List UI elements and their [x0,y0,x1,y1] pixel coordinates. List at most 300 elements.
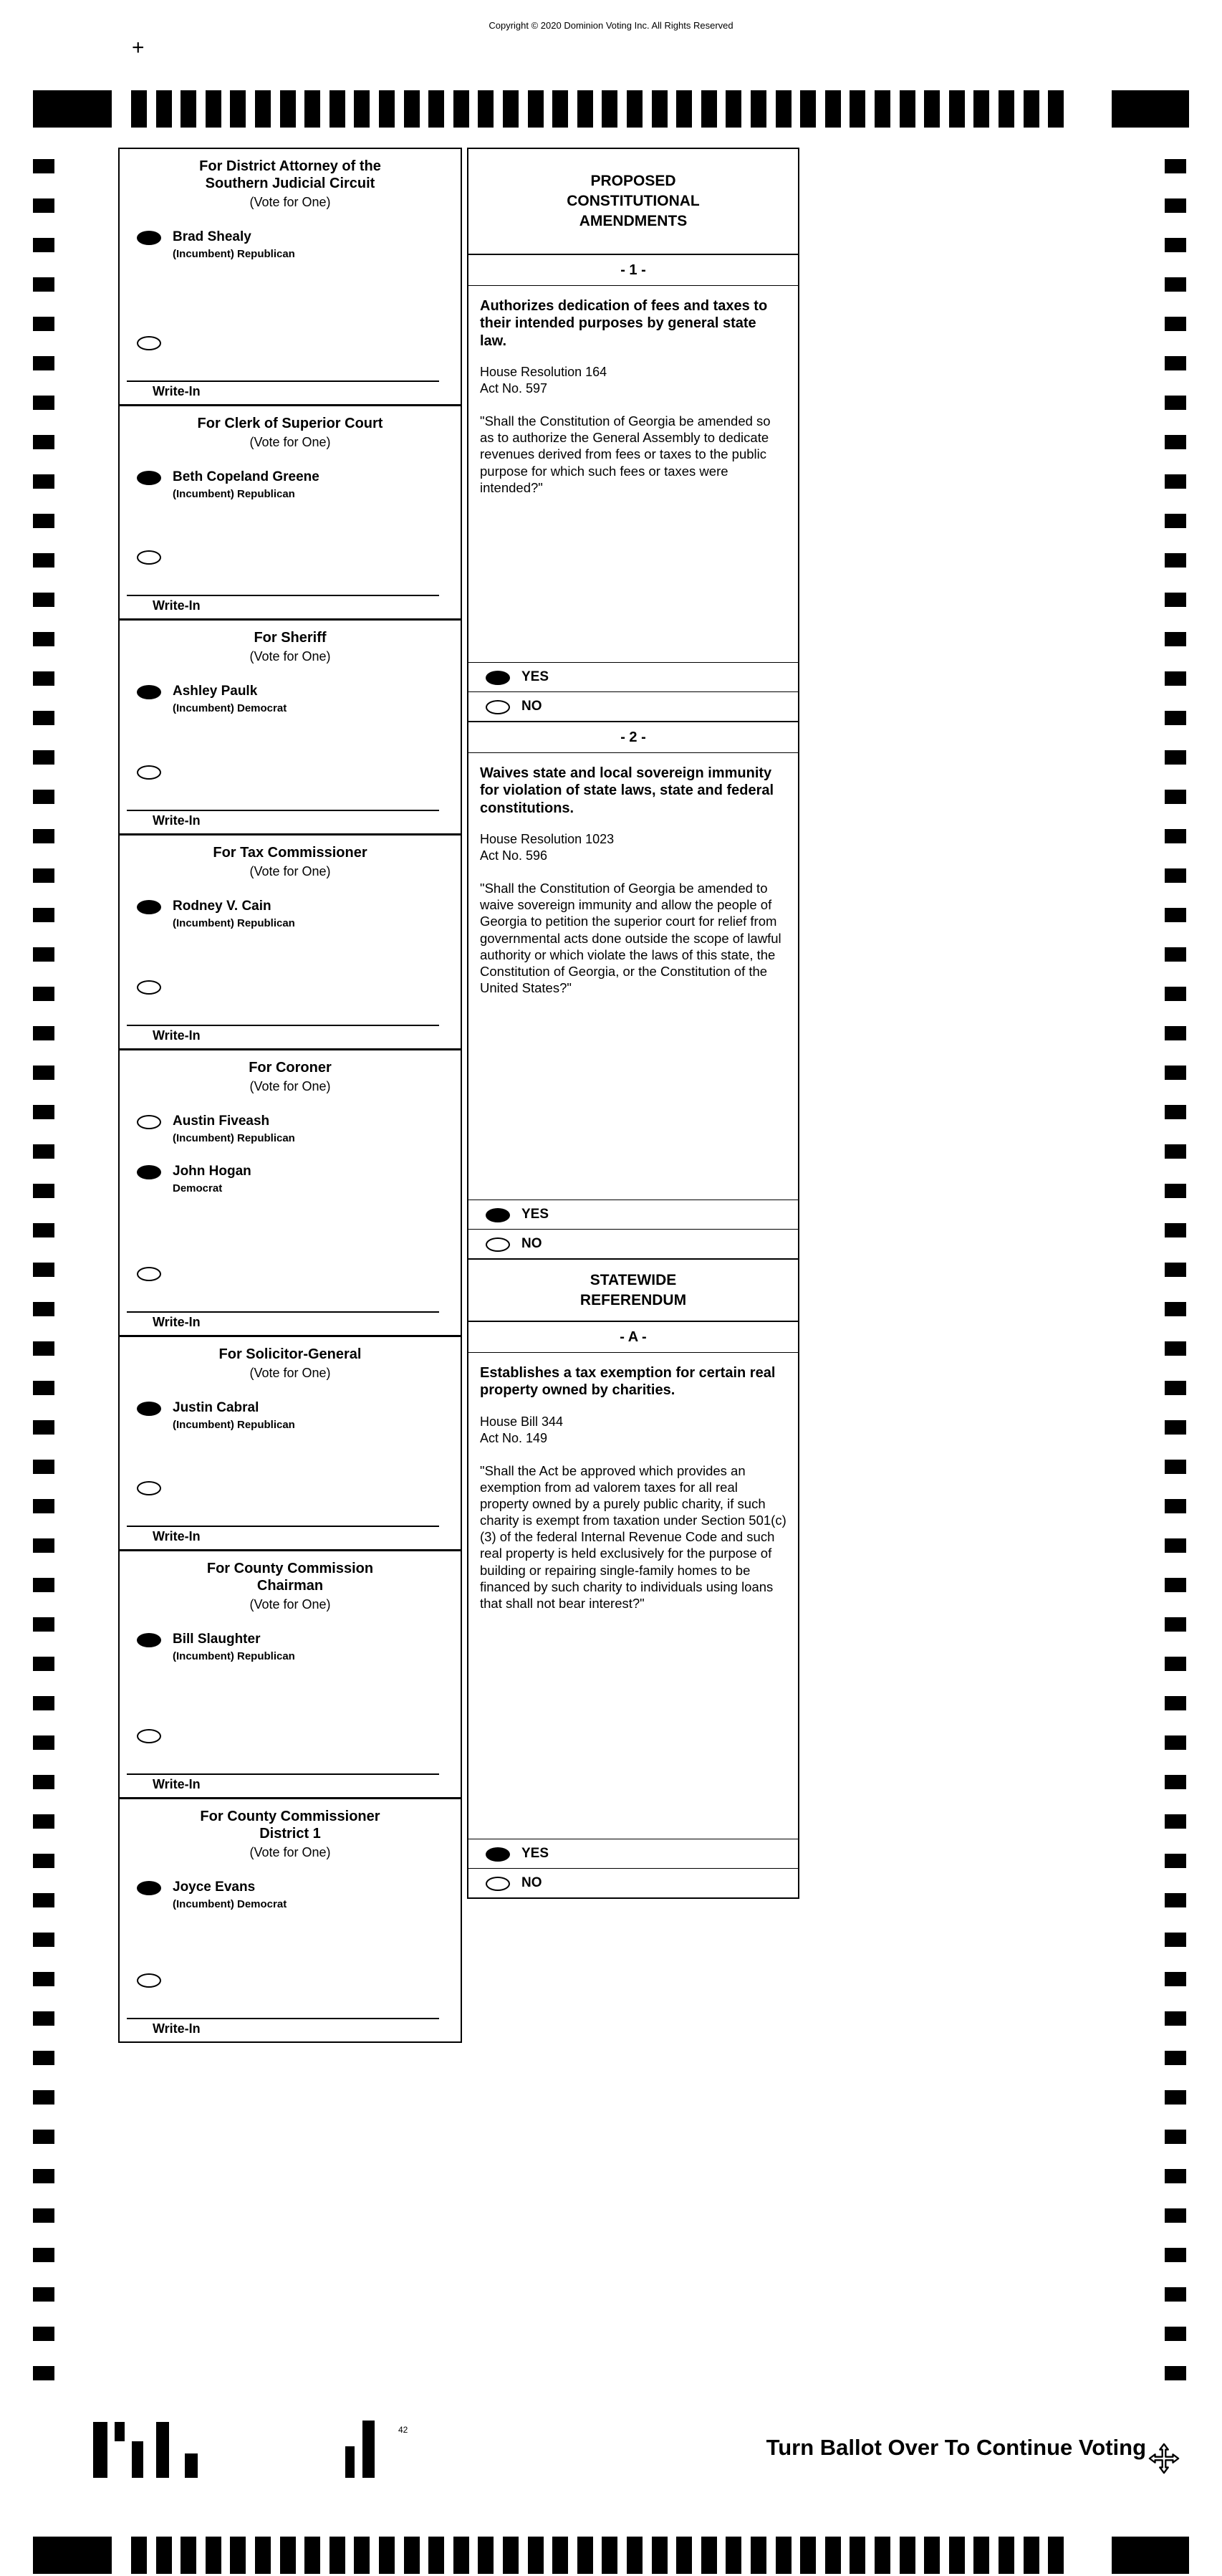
candidate-text [173,1632,295,1662]
option-label: YES [521,1846,549,1861]
write-in-option[interactable] [127,1710,453,1743]
timing-mark [850,90,865,128]
timing-mark [1024,90,1039,128]
timing-mark [304,2537,320,2574]
timing-mark [33,238,54,252]
filled-vote-bubble[interactable] [137,1881,161,1895]
measure-options [468,655,798,721]
candidate-text [173,1880,287,1910]
contest-title-line: Chairman [256,1578,324,1594]
timing-mark [1165,1972,1186,1986]
write-in-bubble[interactable] [137,336,161,350]
timing-mark [156,2537,172,2574]
measure-option-yes[interactable] [468,662,798,691]
timing-mark [1165,1460,1186,1474]
write-in-area [127,1526,453,1549]
timing-mark [627,2537,643,2574]
timing-mark [1165,2051,1186,2065]
timing-mark [33,1381,54,1395]
barcode-bar [115,2422,125,2441]
timing-mark [33,198,54,213]
timing-mark [825,2537,841,2574]
timing-mark [1165,1735,1186,1750]
write-in-bubble[interactable] [137,1973,161,1988]
timing-mark [33,947,54,962]
contest-6 [120,1337,461,1551]
candidate-party: (Incumbent) Democrat [173,702,287,714]
timing-mark [453,90,469,128]
candidate-party: (Incumbent) Republican [173,247,295,260]
timing-mark [1165,1066,1186,1080]
write-in-bubble[interactable] [137,1267,161,1281]
write-in-option[interactable] [127,1954,453,1988]
timing-mark [1165,1302,1186,1316]
contest-title-line: District 1 [259,1826,321,1842]
timing-mark [1165,2248,1186,2262]
contest-column [118,148,462,2043]
timing-mark [1165,1420,1186,1435]
timing-mark [1165,1854,1186,1868]
candidate-name: Bill Slaughter [173,1632,261,1647]
timing-mark [1165,868,1186,883]
timing-mark [1165,514,1186,528]
four-way-arrow-icon [1148,2442,1180,2475]
write-in-bubble[interactable] [137,1481,161,1495]
timing-mark [1165,632,1186,646]
timing-mark [33,2090,54,2105]
timing-mark [1165,1263,1186,1277]
write-in-option[interactable] [127,961,453,995]
timing-mark [1048,90,1064,128]
timing-mark [206,2537,221,2574]
candidate-option[interactable] [127,1164,453,1194]
stub-number: 42 [398,2425,408,2435]
timing-mark [1165,277,1186,292]
timing-mark [1165,2287,1186,2302]
timing-mark [181,90,196,128]
measures-column [467,148,799,1899]
write-in-option[interactable] [127,531,453,565]
timing-mark [33,435,54,449]
timing-mark [973,2537,989,2574]
timing-mark [33,1105,54,1119]
candidate-name: Rodney V. Cain [173,899,271,914]
candidate-party: (Incumbent) Republican [173,1418,295,1431]
filled-vote-bubble[interactable] [486,1847,510,1862]
write-in-bubble[interactable] [137,765,161,780]
candidate-text [173,899,295,929]
filled-vote-bubble[interactable] [137,471,161,485]
timing-mark [1165,671,1186,686]
measure-summary: Waives state and local sovereign immunity for violation of state laws, state and federal constitutions. [480,765,774,816]
timing-mark [453,2537,469,2574]
timing-mark [602,2537,617,2574]
timing-mark [379,2537,395,2574]
timing-mark [999,2537,1014,2574]
write-in-label: Write-In [153,1777,201,1791]
contest-title [127,1808,453,1842]
timing-mark [949,90,965,128]
measures-section-header [468,1260,798,1322]
timing-mark [1165,908,1186,922]
section-header-line: REFERENDUM [579,1291,687,1308]
turn-ballot-over-text: Turn Ballot Over To Continue Voting [766,2435,1146,2460]
barcode-bar [345,2446,355,2478]
write-in-bubble[interactable] [137,980,161,995]
timing-mark [1165,198,1186,213]
timing-mark [33,868,54,883]
copyright-text: Copyright © 2020 Dominion Voting Inc. All Rights Reserved [489,20,733,31]
timing-mark [825,90,841,128]
filled-vote-bubble[interactable] [486,671,510,685]
timing-mark [1165,2130,1186,2144]
candidate-party: (Incumbent) Republican [173,916,295,929]
contest-title [127,844,453,861]
timing-block [1112,2537,1189,2574]
timing-mark [1165,1184,1186,1198]
contest-3 [120,621,461,835]
timing-mark [528,90,544,128]
timing-mark [33,2051,54,2065]
write-in-area [127,380,453,404]
contest-title-line: For Clerk of Superior Court [197,416,383,431]
write-in-area [127,1025,453,1048]
measures-section-header [468,149,798,255]
candidate-name: Brad Shealy [173,229,251,244]
timing-mark [1165,711,1186,725]
timing-mark [577,2537,593,2574]
barcode-bar [132,2441,143,2478]
write-in-label: Write-In [153,1028,201,1043]
timing-mark [1165,1026,1186,1040]
timing-mark [33,1735,54,1750]
measure-number: - 2 - [468,722,798,753]
timing-mark [33,2130,54,2144]
measure-number: - A - [468,1322,798,1353]
timing-mark [329,90,345,128]
timing-mark [800,90,816,128]
measure-option-no[interactable] [468,1229,798,1258]
timing-mark [404,2537,420,2574]
citation-line: House Bill 344 [480,1414,564,1429]
timing-mark [428,90,444,128]
candidate-option[interactable] [127,1880,453,1910]
timing-mark [503,90,519,128]
timing-mark [1165,1223,1186,1237]
write-in-option[interactable] [127,746,453,780]
contest-title-line: For Tax Commissioner [213,845,367,861]
timing-mark [1165,750,1186,765]
timing-mark [156,90,172,128]
timing-mark [206,90,221,128]
timing-mark [1165,435,1186,449]
timing-mark [1048,2537,1064,2574]
barcode-bar [156,2422,169,2478]
write-in-area [127,595,453,618]
section-header-line: PROPOSED [590,173,676,190]
timing-mark [33,553,54,568]
measure-citation [480,831,786,864]
write-in-label: Write-In [153,384,201,398]
citation-line: Act No. 596 [480,848,548,863]
timing-mark [33,1420,54,1435]
write-in-option[interactable] [127,317,453,350]
timing-mark [33,1460,54,1474]
filled-vote-bubble[interactable] [137,231,161,245]
write-in-area [127,2018,453,2041]
write-in-label: Write-In [153,598,201,613]
timing-mark [33,159,54,173]
write-in-bubble[interactable] [137,550,161,565]
timing-mark [875,90,890,128]
measure-options [468,1832,798,1897]
contest-5 [120,1050,461,1337]
candidate-option[interactable] [127,230,453,260]
vote-for-instruction: (Vote for One) [249,1366,331,1380]
timing-mark [1165,1381,1186,1395]
vote-for-instruction: (Vote for One) [249,864,331,878]
measure-option-yes[interactable] [468,1200,798,1229]
barcode-bar [93,2422,107,2478]
vote-for-instruction: (Vote for One) [249,195,331,209]
measure-citation [480,364,786,397]
contest-4 [120,835,461,1050]
timing-mark [33,1775,54,1789]
measure-option-yes[interactable] [468,1839,798,1868]
write-in-option[interactable] [127,1248,453,1281]
timing-mark [33,2169,54,2183]
timing-mark [1165,1814,1186,1829]
timing-mark [33,1893,54,1907]
candidate-text [173,470,319,500]
measure-option-no[interactable] [468,1868,798,1897]
timing-mark [1165,1499,1186,1513]
registration-plus-mark: + [132,36,145,59]
option-label: YES [521,669,549,684]
timing-mark [33,593,54,607]
timing-mark [924,2537,940,2574]
candidate-name: Joyce Evans [173,1880,256,1895]
filled-vote-bubble[interactable] [137,900,161,914]
write-in-label: Write-In [153,2021,201,2036]
candidate-option[interactable] [127,1401,453,1431]
contest-title-line: For District Attorney of the [199,158,381,174]
candidate-option[interactable] [127,899,453,929]
timing-mark [33,1854,54,1868]
candidate-party: (Incumbent) Republican [173,1131,295,1144]
timing-mark [1165,1893,1186,1907]
citation-line: Act No. 597 [480,381,548,396]
timing-mark [1165,2169,1186,2183]
measure-question: "Shall the Constitution of Georgia be amended to waive sovereign immunity and allow the people of Georgia to petition the superior court for relief from governmental acts done outside the scope of lawful authority or which violate the laws of this state, the Constitution of Georgia, or the Constitution of the United States?" [480,881,781,995]
timing-mark [33,2248,54,2262]
timing-mark [181,2537,196,2574]
timing-mark [776,2537,792,2574]
ballot-measure-2 [468,722,798,1260]
vote-for-instruction: (Vote for One) [249,649,331,664]
vote-for-instruction: (Vote for One) [249,435,331,449]
filled-vote-bubble[interactable] [486,1208,510,1222]
timing-mark [726,90,741,128]
write-in-option[interactable] [127,1462,453,1495]
filled-vote-bubble[interactable] [137,685,161,699]
timing-mark [1024,2537,1039,2574]
write-in-area [127,1311,453,1335]
candidate-text [173,684,287,714]
timing-mark [33,1144,54,1159]
timing-mark [1165,2208,1186,2223]
timing-mark [1165,1617,1186,1632]
option-label: YES [521,1207,549,1222]
filled-vote-bubble[interactable] [137,1402,161,1416]
timing-mark [726,2537,741,2574]
timing-mark [33,356,54,370]
timing-mark [33,1302,54,1316]
measure-option-no[interactable] [468,691,798,721]
timing-mark [280,2537,296,2574]
empty-vote-bubble[interactable] [486,1877,510,1891]
timing-mark [329,2537,345,2574]
timing-mark [1165,1933,1186,1947]
citation-line: House Resolution 164 [480,365,607,380]
contest-title [127,1346,453,1363]
timing-mark [255,2537,271,2574]
timing-mark [652,2537,668,2574]
timing-mark [33,1578,54,1592]
timing-mark [1165,1578,1186,1592]
vote-for-instruction: (Vote for One) [249,1597,331,1612]
timing-mark [1165,396,1186,410]
contest-1 [120,149,461,406]
empty-vote-bubble[interactable] [486,1237,510,1252]
timing-mark [33,277,54,292]
timing-mark [1165,238,1186,252]
timing-mark [503,2537,519,2574]
timing-mark [33,671,54,686]
filled-vote-bubble[interactable] [137,1633,161,1647]
section-header-line: STATEWIDE [590,1271,677,1288]
timing-mark [33,987,54,1001]
timing-mark [552,90,568,128]
timing-mark [999,90,1014,128]
timing-mark [900,90,915,128]
measure-number: - 1 - [468,255,798,286]
citation-line: Act No. 149 [480,1430,548,1445]
timing-mark [1165,1144,1186,1159]
timing-mark [1165,1538,1186,1553]
candidate-option[interactable] [127,1632,453,1662]
section-header-line: CONSTITUTIONAL [567,193,700,210]
write-in-area [127,1773,453,1797]
contest-2 [120,406,461,621]
timing-mark [33,1617,54,1632]
timing-mark [33,908,54,922]
timing-mark [304,90,320,128]
timing-mark [1165,2090,1186,2105]
timing-mark [33,396,54,410]
candidate-party: (Incumbent) Republican [173,487,295,500]
contest-title-line: For County Commission [206,1561,374,1576]
empty-vote-bubble[interactable] [137,1115,161,1129]
write-in-label: Write-In [153,813,201,828]
option-label: NO [521,1875,542,1890]
timing-mark [1165,474,1186,489]
write-in-label: Write-In [153,1315,201,1329]
measure-question: "Shall the Act be approved which provides an exemption from ad valorem taxes for all real property owned by a purely public charity, if such charity is exempt from taxation under Section 501(c)(3) of the federal Internal Revenue Code and such real property is held exclusively for the purpose of building or repairing single-family homes to be financed by such charity to individuals using loans that shall not bear interest?" [480,1462,786,1611]
timing-mark [33,790,54,804]
contest-title [127,1560,453,1594]
filled-vote-bubble[interactable] [137,1165,161,1179]
candidate-option[interactable] [127,1114,453,1144]
barcode-bar [362,2421,375,2478]
timing-mark [875,2537,890,2574]
contest-title [127,158,453,192]
candidate-text [173,230,295,260]
ballot-measure-1 [468,255,798,722]
timing-mark [33,1341,54,1356]
timing-block [1112,90,1189,128]
section-header-line: AMENDMENTS [579,212,688,229]
write-in-bubble[interactable] [137,1729,161,1743]
measure-citation [480,1414,786,1447]
timing-mark [1165,2011,1186,2026]
timing-mark [33,1026,54,1040]
timing-mark [627,90,643,128]
timing-mark [33,2287,54,2302]
measure-summary: Authorizes dedication of fees and taxes to their intended purposes by general state law. [480,298,768,349]
contest-title-line: For Sheriff [254,630,327,646]
candidate-party: (Incumbent) Republican [173,1649,295,1662]
vote-for-instruction: (Vote for One) [249,1079,331,1093]
citation-line: House Resolution 1023 [480,832,615,847]
timing-mark [1165,2366,1186,2380]
timing-mark [701,2537,717,2574]
timing-mark [528,2537,544,2574]
timing-mark [1165,1696,1186,1710]
candidate-name: Beth Copeland Greene [173,469,319,484]
write-in-label: Write-In [153,1529,201,1543]
timing-mark [652,90,668,128]
candidate-option[interactable] [127,684,453,714]
timing-mark [973,90,989,128]
timing-mark [33,1696,54,1710]
measure-question: "Shall the Constitution of Georgia be amended so as to authorize the General Assembly to dedicate revenues derived from fees or taxes to the public purpose for which such fees or taxes were intended?" [480,413,771,495]
timing-mark [1165,317,1186,331]
timing-mark [33,2366,54,2380]
timing-mark [33,514,54,528]
timing-mark [478,2537,494,2574]
contest-title-line: Southern Judicial Circuit [205,176,375,191]
write-in-area [127,810,453,833]
timing-mark [33,632,54,646]
timing-mark [1165,1341,1186,1356]
contest-title-line: For Solicitor-General [218,1346,362,1362]
timing-mark [1165,1657,1186,1671]
timing-mark [33,1657,54,1671]
empty-vote-bubble[interactable] [486,700,510,714]
timing-mark [1165,356,1186,370]
timing-mark [354,90,370,128]
candidate-option[interactable] [127,470,453,500]
timing-mark [800,2537,816,2574]
timing-mark [33,1499,54,1513]
contest-8 [120,1799,461,2041]
timing-mark [900,2537,915,2574]
contest-title [127,1059,453,1076]
measure-options [468,1192,798,1258]
timing-mark [577,90,593,128]
timing-mark [33,1066,54,1080]
